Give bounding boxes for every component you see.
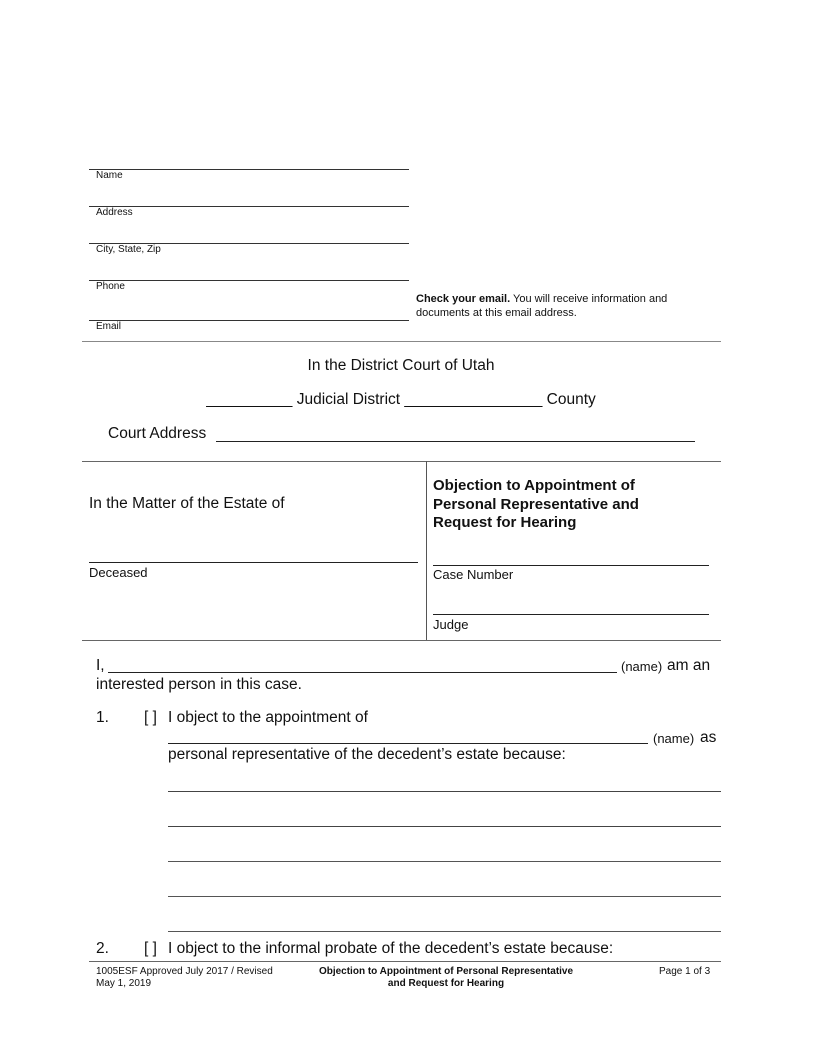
- email-note: [416, 292, 667, 320]
- footer-title-line2: and Request for Hearing: [387, 978, 505, 989]
- intro-name-line[interactable]: [108, 672, 617, 673]
- address-line[interactable]: [89, 206, 409, 207]
- document-title: [433, 477, 639, 533]
- item1-checkbox[interactable]: [ ]: [144, 709, 157, 726]
- footer-page-number: Page 1 of 3: [659, 966, 711, 977]
- intro-suffix: am an: [667, 657, 711, 674]
- footer-title-line1: Objection to Appointment of Personal Representative: [318, 966, 574, 977]
- judge-line[interactable]: [433, 614, 709, 615]
- item1-name-hint: (name): [653, 731, 695, 746]
- district-blank[interactable]: __________: [206, 391, 293, 408]
- item1-number: 1.: [96, 709, 109, 726]
- document-title-line3: Request for Hearing: [433, 514, 577, 531]
- item1-name-line[interactable]: [168, 743, 648, 744]
- email-note-line2: documents at this email address.: [416, 307, 577, 319]
- caption-divider: [426, 461, 427, 640]
- district-label: Judicial District: [296, 391, 401, 408]
- intro-line2: interested person in this case.: [96, 676, 302, 693]
- district-county-row: [0, 391, 802, 409]
- email-note-rest: You will receive information and: [510, 293, 668, 305]
- court-title: In the District Court of Utah: [307, 357, 495, 374]
- county-blank[interactable]: ________________: [404, 391, 543, 408]
- address-label: Address: [96, 207, 133, 218]
- estate-matter-label: In the Matter of the Estate of: [89, 495, 285, 512]
- item2-number: 2.: [96, 940, 109, 957]
- email-line[interactable]: [89, 320, 409, 321]
- footer-form-id-line2: May 1, 2019: [96, 978, 152, 989]
- case-number-line[interactable]: [433, 565, 709, 566]
- item2-checkbox[interactable]: [ ]: [144, 940, 157, 957]
- footer-separator: [89, 961, 721, 962]
- document-title-line2: Personal Representative and: [433, 495, 639, 513]
- intro-prefix: I,: [96, 657, 105, 674]
- document-title-line1: Objection to Appointment of: [433, 477, 635, 494]
- caption-top-border: [82, 461, 721, 462]
- city-state-zip-label: City, State, Zip: [96, 244, 161, 255]
- judge-label: Judge: [433, 617, 469, 632]
- header-separator: [82, 341, 721, 342]
- item1-as: as: [700, 729, 717, 746]
- item2-text: I object to the informal probate of the decedent’s estate because:: [168, 940, 614, 957]
- footer-form-id: [96, 966, 273, 990]
- item1-reason-line-4[interactable]: [168, 896, 721, 897]
- caption-bottom-border: [82, 640, 721, 641]
- court-address-line[interactable]: [216, 441, 695, 442]
- item1-reason-line-1[interactable]: [168, 791, 721, 792]
- case-number-label: Case Number: [433, 567, 514, 582]
- item1-line2: personal representative of the decedent’s estate because:: [168, 746, 566, 763]
- name-line[interactable]: [89, 169, 409, 170]
- name-label: Name: [96, 170, 123, 181]
- item1-reason-line-5[interactable]: [168, 931, 721, 932]
- deceased-label: Deceased: [89, 565, 148, 580]
- item1-reason-line-3[interactable]: [168, 861, 721, 862]
- phone-line[interactable]: [89, 280, 409, 281]
- footer-form-id-line1: 1005ESF Approved July 2017 / Revised: [96, 966, 273, 977]
- court-address-label: Court Address: [108, 425, 207, 442]
- footer-title: [300, 966, 592, 990]
- phone-label: Phone: [96, 281, 125, 292]
- email-note-bold: Check your email.: [416, 293, 511, 305]
- deceased-name-line[interactable]: [89, 562, 418, 563]
- item1-text: I object to the appointment of: [168, 709, 368, 726]
- intro-name-hint: (name): [621, 659, 663, 674]
- county-label: County: [546, 391, 596, 408]
- item1-reason-line-2[interactable]: [168, 826, 721, 827]
- email-label: Email: [96, 321, 122, 332]
